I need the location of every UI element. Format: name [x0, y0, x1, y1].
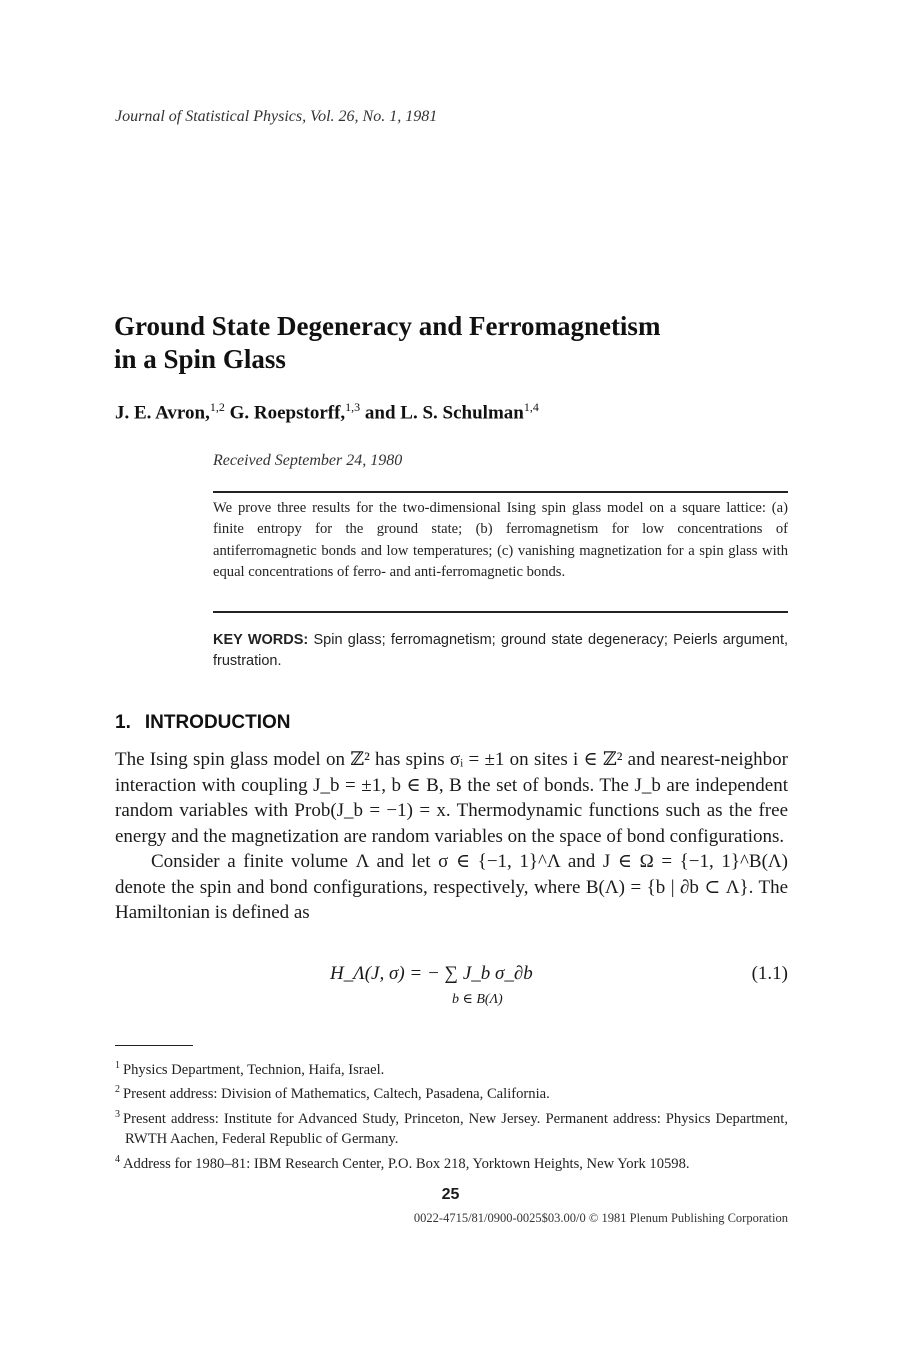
footnote-mark: 3	[115, 1108, 120, 1120]
footnote-text: Address for 1980–81: IBM Research Center, P.O. Box 218, Yorktown Heights, New York 10598.	[123, 1155, 690, 1172]
footnote	[115, 1080, 788, 1104]
section-number: 1.	[115, 712, 131, 733]
equation-number: (1.1)	[751, 963, 788, 984]
section-title: INTRODUCTION	[144, 712, 291, 733]
title-line-1: Ground State Degeneracy and Ferromagnetism	[114, 311, 661, 341]
section-heading	[115, 712, 291, 734]
page-number: 25	[441, 1186, 460, 1203]
paragraph: Consider a finite volume Λ and let σ ∈ {−1, 1}^Λ and J ∈ Ω = {−1, 1}^B(Λ) denote the spin and bond configurations, respectively, where B(Λ) = {b | ∂b ⊂ Λ}. The Hamiltonian is defined as	[115, 851, 788, 923]
author-affiliation: 1,4	[523, 400, 539, 414]
author-affiliation: 1,3	[345, 400, 361, 414]
paragraph: The Ising spin glass model on ℤ² has spins σᵢ = ±1 on sites i ∈ ℤ² and nearest-neighbor interaction with coupling J_b = ±1, b ∈ B, B the set of bonds. The J_b are independent random variables with Prob(J_b = −1) = x. Thermodynamic functions such as the free energy and the magnetization are random variables on the space of bond configurations.	[115, 749, 788, 847]
abstract-top-rule	[213, 491, 788, 493]
paper-title	[114, 310, 794, 376]
author-name: J. E. Avron,	[115, 402, 210, 424]
keywords	[213, 630, 788, 672]
footnote	[115, 1105, 788, 1150]
footnote-rule	[115, 1045, 193, 1046]
footnote	[115, 1056, 788, 1080]
equation-sum-index: b ∈ B(Λ)	[452, 992, 503, 1007]
received-date: Received September 24, 1980	[213, 452, 403, 469]
footnote-mark: 1	[115, 1060, 120, 1071]
journal-citation: Journal of Statistical Physics, Vol. 26, No. 1, 1981	[115, 108, 438, 125]
abstract-bottom-rule	[213, 611, 788, 613]
author-list	[115, 400, 539, 424]
author-name: G. Roepstorff,	[229, 402, 346, 424]
footnote-text: Present address: Institute for Advanced Study, Princeton, New Jersey. Permanent address: Physics Department, RWTH Aachen, Federal Republic of Germany.	[123, 1110, 788, 1148]
equation-1-1	[330, 963, 788, 1013]
abstract: We prove three results for the two-dimensional Ising spin glass model on a square lattice: (a) finite entropy for the ground state; (b) ferromagnetism for low concentrations of antiferromagnetic bonds and low temperatures; (c) vanishing magnetization for a spin glass with equal concentrations of ferro- and anti-ferromagnetic bonds.	[213, 500, 788, 581]
title-line-2: in a Spin Glass	[114, 344, 286, 374]
author-name: and L. S. Schulman	[364, 402, 524, 424]
footnote-text: Physics Department, Technion, Haifa, Israel.	[123, 1061, 385, 1078]
body-text	[115, 747, 788, 926]
footnote	[115, 1150, 788, 1174]
equation-main: H_Λ(J, σ) = − ∑ J_b σ_∂b	[330, 963, 533, 984]
footnote-mark: 4	[115, 1153, 120, 1165]
footnotes	[115, 1056, 788, 1174]
author-affiliation: 1,2	[209, 400, 225, 414]
copyright-line: 0022-4715/81/0900-0025$03.00/0 © 1981 Plenum Publishing Corporation	[413, 1211, 788, 1225]
footnote-mark: 2	[115, 1084, 120, 1096]
keywords-label: KEY WORDS:	[213, 632, 309, 648]
footnote-text: Present address: Division of Mathematics, Caltech, Pasadena, California.	[123, 1086, 550, 1103]
keywords-text: Spin glass; ferromagnetism; ground state degeneracy; Peierls argument, frustration.	[213, 632, 788, 669]
